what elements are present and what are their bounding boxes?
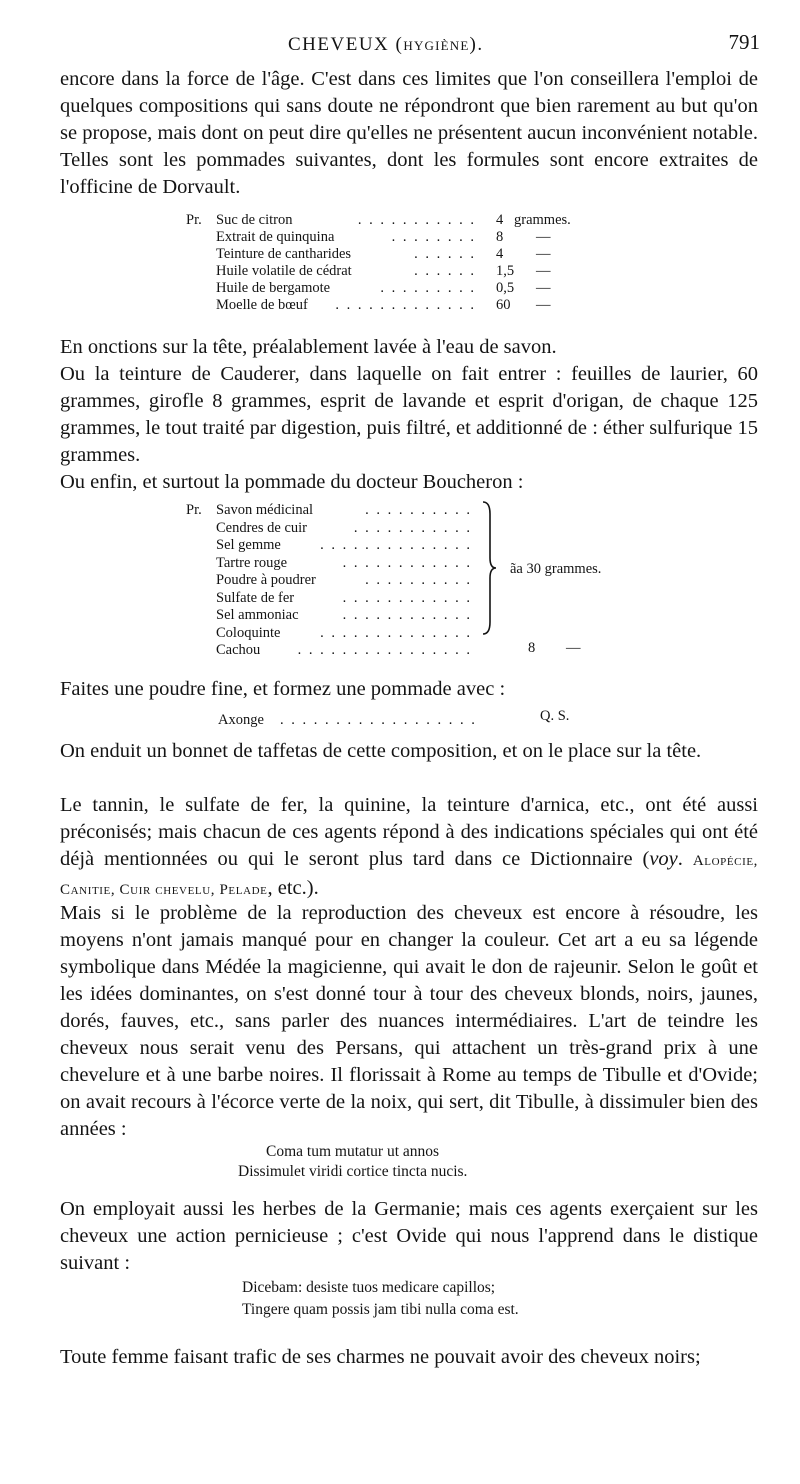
page-number: 791 [728,30,760,54]
ingredient-name: Teinture de cantharides [216,246,352,262]
title-smallcaps: HYGIÈNE [403,38,470,53]
ingredient-name: Sel gemme [216,537,281,553]
paragraph-3-text: Ou la teinture de Cauderer, dans laquelle on fait entrer : feuilles de laurier, 60 grammes, girofle 8 grammes, esprit de lavande et esprit d'origan, de chaque 125 grammes, le tout traité par digestion, puis filtré, et additionné de : éther sulfurique 15 grammes. [60,363,758,466]
paragraph-6: On enduit un bonnet de taffetas de cette composition, et on le place sur la tête. [60,740,702,762]
cachou-unit: — [566,640,581,656]
dot-leader: . . . . . . . . . . . . . . [320,624,472,641]
paragraph-10: Toute femme faisant trafic de ses charmes ne pouvait avoir des cheveux noirs; [60,1346,701,1368]
dot-leader: . . . . . . . . . . . . . [335,297,476,313]
dot-leader: . . . . . . . . . . . [357,212,476,228]
dot-leader: . . . . . . . . . . . . . . . . [297,642,472,658]
paragraph-7-end: , etc.). [267,877,319,899]
dot-leader: . . . . . . [414,246,476,262]
paragraph-3 [60,361,758,469]
ingredient-name: Savon médicinal [216,502,314,518]
dot-leader: . . . . . . . . . . [365,572,472,588]
ingredient-name: Coloquinte [216,624,281,641]
brace-quantity: ãa 30 grammes. [510,561,602,577]
axonge-name: Axonge [218,712,264,728]
dot-leader: . . . . . . [414,263,476,279]
ingredient-name: Cendres de cuir [216,519,307,536]
curly-brace-icon [480,500,498,636]
running-header [60,30,760,60]
ingredient-name: Huile de bergamote [216,280,331,296]
ingredient-name: Poudre à poudrer [216,572,316,588]
ingredient-quantity: 4 [496,212,504,228]
ingredient-quantity: 1,5 [496,263,515,279]
cachou-quantity: 8 [528,640,536,656]
dot-leader: . . . . . . . . . . . [353,519,472,536]
ingredient-name: Sel ammoniac [216,607,299,623]
ingredient-quantity: 8 [496,229,504,245]
dot-leader: . . . . . . . . . . [365,502,472,518]
latin-quote-2-line-2: Tingere quam possis jam tibi nulla coma est. [242,1301,519,1318]
title-end: ). [469,34,484,55]
paragraph-7-start: Le tannin, le sulfate de fer, la quinine, la teinture d'arnica, etc., ont été aussi préconisés; mais chacun de ces agents répond à des indications spéciales qui ont été déjà mentionnées ou qui le seront plus tard dans ce Dictionnaire ( [60,794,758,870]
dot-leader: . . . . . . . . . . . . [342,554,472,571]
ingredient-unit: — [536,229,551,245]
title-main: CHEVEUX ( [288,34,404,55]
paragraph-9: On employait aussi les herbes de la Germanie; mais ces agents exerçaient sur les cheveux une action pernicieuse ; c'est Ovide qui nous l'apprend dans le distique suivant : [60,1198,758,1274]
ingredient-quantity: 4 [496,246,504,262]
ingredient-quantity: 60 [496,297,511,313]
paragraph-4: Ou enfin, et surtout la pommade du docteur Boucheron : [60,471,524,493]
ingredient-unit: — [536,263,551,279]
ingredient-unit: — [536,280,551,296]
running-title [288,34,484,56]
paragraph-7 [60,792,758,904]
paragraph-5: Faites une poudre fine, et formez une pommade avec : [60,678,506,700]
ingredient-name: Cachou [216,642,261,658]
ingredient-unit: — [536,297,551,313]
axonge-quantity: Q. S. [540,708,570,724]
dot-leader: . . . . . . . . . . . . [342,589,472,606]
ingredient-name: Sulfate de fer [216,589,295,606]
ingredient-unit: — [536,246,551,262]
latin-quote-2-line-1: Dicebam: desiste tuos medicare capillos; [242,1279,496,1296]
ingredient-unit: grammes. [514,212,571,228]
voy-abbrev: voy [649,848,678,870]
dot-leader: . . . . . . . . . [380,280,476,296]
ingredient-name: Suc de citron [216,212,293,228]
ingredient-name: Tartre rouge [216,554,288,571]
ingredient-quantity: 0,5 [496,280,515,296]
paragraph-1: encore dans la force de l'âge. C'est dans ces limites que l'on conseillera l'emploi de quelques compositions qui sans doute ne répondront que bien rarement au but qu'on se propose, mais dont on peut dire qu'elles ne présentent aucun inconvénient notable. Telles sont les pommades suivantes, dont les formules sont encore extraites de l'officine de Dorvault. [60,68,758,198]
cross-references: Alopécie, Canitie, Cuir chevelu, Pelade [60,853,759,898]
latin-quote-1-line-1: Coma tum mutatur ut annos [266,1143,440,1160]
recipe-dorvault [186,212,586,322]
dot-leader: . . . . . . . . [391,229,476,245]
ingredient-name: Huile volatile de cédrat [216,263,352,279]
paragraph-7-mid: . [677,848,693,870]
ingredient-name: Moelle de bœuf [216,297,308,313]
recipe-prefix: Pr. [186,502,202,518]
axonge-leader: . . . . . . . . . . . . . . . . . . [280,712,477,728]
dot-leader: . . . . . . . . . . . . [342,607,472,623]
paragraph-8: Mais si le problème de la reproduction des cheveux est encore à résoudre, les moyens n'ont jamais manqué pour en changer la couleur. Cet art a eu sa légende symbolique dans Médée la magicienne, qui avait le don de rajeunir. Selon le goût et les idées dominantes, on s'est donné tour à tour des cheveux blonds, noirs, jaunes, dorés, fauves, etc., sans parler des nuances intermédiaires. L'art de teindre les cheveux nous serait venu des Persans, qui attachent un très-grand prix à une chevelure et à une barbe noires. Il florissait à Rome au temps de Tibulle et d'Ovide; on avait recours à l'écorce verte de la noix, qui sert, dit Tibulle, à dissimuler bien des années : [60,902,758,1140]
axonge-line [218,708,598,732]
recipe-prefix: Pr. [186,212,202,228]
recipe-boucheron [186,502,646,662]
ingredient-name: Extrait de quinquina [216,229,335,245]
paragraph-2: En onctions sur la tête, préalablement lavée à l'eau de savon. [60,336,557,358]
dot-leader: . . . . . . . . . . . . . . [320,537,472,553]
latin-quote-1-line-2: Dissimulet viridi cortice tincta nucis. [238,1163,468,1180]
